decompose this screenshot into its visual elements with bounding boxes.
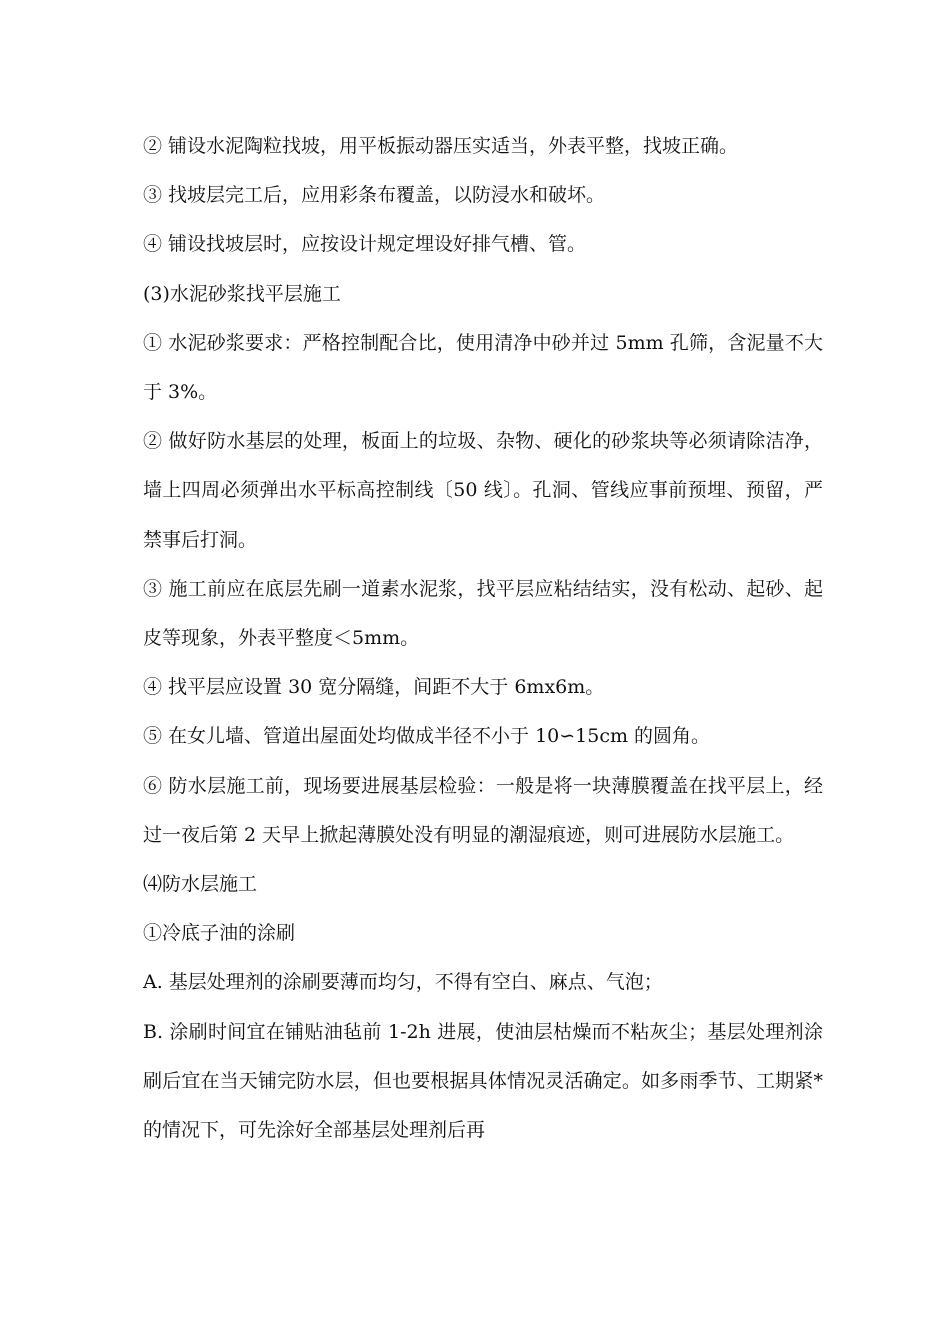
paragraph-slope-laying: ② 铺设水泥陶粒找坡，用平板振动器压实适当，外表平整，找坡正确。 bbox=[143, 135, 739, 157]
subheading-primer-coating: ①冷底子油的涂刷 bbox=[143, 922, 296, 945]
paragraph-slope-covering: ③ 找坡层完工后，应用彩条布覆盖，以防浸水和破坏。 bbox=[143, 184, 606, 207]
paragraph-primer-item-b: B. 涂刷时间宜在铺贴油毡前 1-2h 进展，使油层枯燥而不粘灰尘；基层处理剂涂刷后宜在当天铺完防水层，但也要根据具体情况灵活确定。如多雨季节、工期紧*的情况下，可先涂好全部基层处理剂后再 bbox=[143, 1020, 823, 1142]
section-heading-leveling-layer: (3)水泥砂浆找平层施工 bbox=[143, 282, 341, 305]
paragraph-primer-item-a: A. 基层处理剂的涂刷要薄而均匀，不得有空白、麻点、气泡； bbox=[143, 971, 663, 994]
document-body bbox=[143, 122, 823, 1155]
paragraph-exhaust-ducts: ④ 铺设找坡层时，应按设计规定埋设好排气槽、管。 bbox=[143, 233, 587, 256]
paragraph-mortar-requirements: ① 水泥砂浆要求：严格控制配合比，使用清净中砂并过 5mm 孔筛，含泥量不大于 3%。 bbox=[143, 331, 823, 404]
paragraph-base-inspection: ⑥ 防水层施工前，现场要进展基层检验：一般是将一块薄膜覆盖在找平层上，经过一夜后第 2 天早上掀起薄膜处没有明显的潮湿痕迹，则可进展防水层施工。 bbox=[143, 774, 823, 846]
paragraph-cement-slurry: ③ 施工前应在底层先刷一道素水泥浆，找平层应粘结结实，没有松动、起砂、起皮等现象，外表平整度＜5mm。 bbox=[143, 577, 823, 650]
paragraph-base-treatment: ② 做好防水基层的处理，板面上的垃圾、杂物、硬化的砂浆块等必须请除洁净，墙上四周必须弹出水平标高控制线〔50 线〕。孔洞、管线应事前预埋、预留，严禁事后打洞。 bbox=[143, 430, 823, 551]
paragraph-separation-joints: ④ 找平层应设置 30 宽分隔缝，间距不大于 6mx6m。 bbox=[143, 676, 605, 699]
section-heading-waterproof-layer: ⑷防水层施工 bbox=[143, 873, 258, 896]
paragraph-rounded-corners: ⑤ 在女儿墙、管道出屋面处均做成半径不小于 10∽15cm 的圆角。 bbox=[143, 725, 711, 748]
